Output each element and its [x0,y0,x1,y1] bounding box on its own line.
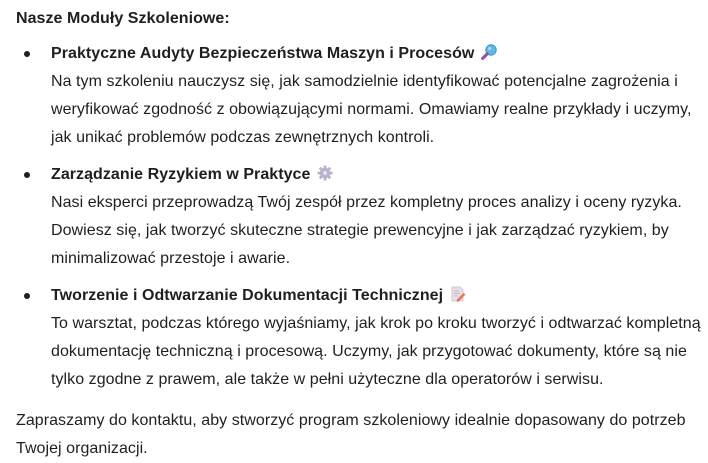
section-heading: Nasze Moduły Szkoleniowe: [16,10,230,27]
closing-paragraph: Zapraszamy do kontaktu, aby stworzyć program szkoleniowy idealnie dopasowany do potrzeb Twojej organizacji. [16,412,686,457]
module-title: Tworzenie i Odtwarzanie Dokumentacji Technicznej [51,282,467,310]
bullet-icon [24,293,30,299]
bullet-icon [24,172,30,178]
module-title: Praktyczne Audyty Bezpieczeństwa Maszyn i Procesów [51,40,498,68]
memo-pencil-icon [449,285,467,303]
module-description: Na tym szkoleniu nauczysz się, jak samodzielnie identyfikować potencjalne zagrożenia i weryfikować zgodność z obowiązującymi normami. Omawiamy realne przykłady i uczymy, jak unikać problemów podczas zewnętrznych kontroli. [51,73,692,146]
module-title: Zarządzanie Ryzykiem w Praktyce [51,161,334,189]
magnifying-glass-icon [480,43,498,61]
bullet-icon [24,51,30,57]
module-description: Nasi eksperci przeprowadzą Twój zespół przez kompletny proces analizy i oceny ryzyka. Dowiesz się, jak tworzyć skuteczne strategie prewencyjne i jak zarządzać ryzykiem, by minimalizować przestoje i awarie. [51,194,682,267]
module-description: To warsztat, podczas którego wyjaśniamy, jak krok po kroku tworzyć i odtwarzać kompletną dokumentację techniczną i procesową. Uczymy, jak przygotować dokumenty, które są nie tylko zgodne z prawem, ale także w pełni użyteczne dla operatorów i serwisu. [51,315,701,388]
gear-icon [316,164,334,182]
